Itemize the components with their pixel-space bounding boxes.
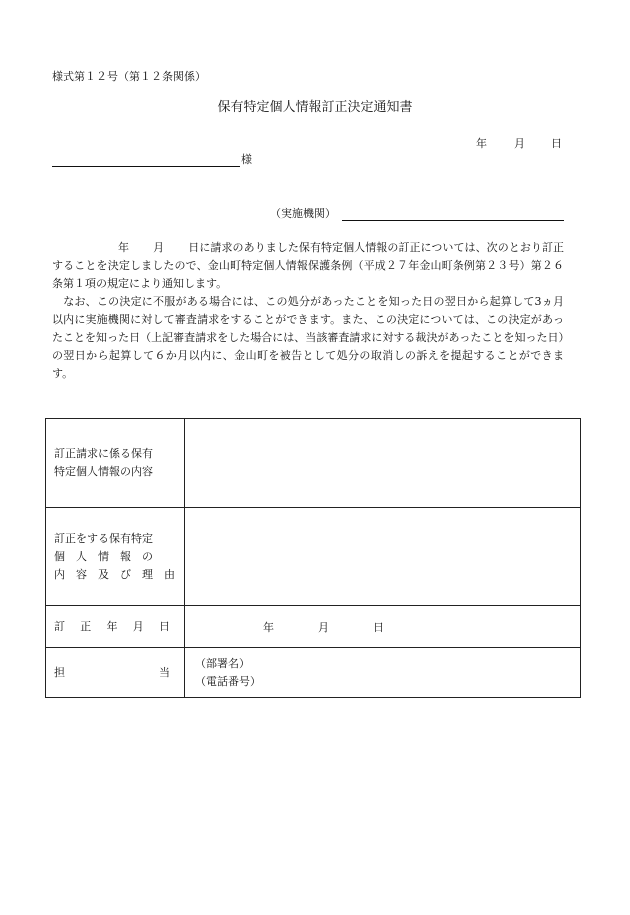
label-char: 正: [80, 620, 92, 633]
label-line: 訂正請求に係る保有: [54, 447, 153, 460]
label-char: 訂: [54, 620, 65, 633]
table-row: [46, 648, 581, 698]
label-char: 担: [54, 666, 65, 679]
label-line: 特定個人情報の内容: [54, 465, 153, 478]
department-name: （部署名）: [195, 656, 250, 670]
label-line: 個 人 情 報 の: [54, 549, 153, 563]
label-char: 年: [106, 620, 118, 633]
label-char: 月: [132, 620, 144, 633]
correction-date-month: 月: [318, 620, 329, 634]
table-row: [46, 419, 581, 508]
correction-date-label: [46, 606, 185, 648]
recipient: [52, 151, 252, 167]
header-date-day: 日: [551, 137, 562, 150]
correction-content-reason-label: [46, 508, 185, 606]
label-line: 訂正をする保有特定: [54, 531, 153, 545]
document-title: 保有特定個人情報訂正決定通知書: [217, 100, 413, 115]
table-row: [46, 606, 581, 648]
details-table: [45, 418, 581, 698]
agency-label: （実施機関）: [270, 207, 336, 220]
paragraph-1-text: 日に請求のありました保有特定個人情報の訂正については、次のとおり訂正することを決定しましたので、金山町特定個人情報保護条例（平成２７年金山町条例第２３号）第２６条第１項の規定により通知します。: [52, 241, 565, 290]
contact-person-label: [46, 648, 185, 698]
form-number: 様式第１２号（第１２条関係）: [52, 70, 206, 83]
recipient-suffix: 様: [241, 153, 252, 166]
agency-name-line[interactable]: [342, 207, 564, 221]
correction-request-content-label: [46, 419, 185, 508]
paragraph-1-year: 年: [118, 241, 130, 254]
label-line: 内 容 及 び 理 由: [54, 567, 175, 581]
agency: [270, 205, 564, 221]
header-date-month: 月: [514, 137, 525, 150]
correction-date-day: 日: [373, 620, 384, 634]
recipient-name-line[interactable]: [52, 153, 240, 167]
header-date-year: 年: [476, 137, 487, 150]
correction-request-content-field[interactable]: [185, 419, 581, 508]
paragraph-2-text: なお、この決定に不服がある場合には、この処分があったことを知った日の翌日から起算して3ヵ月以内に実施機関に対して審査請求をすることができます。また、この決定については、この決定があったことを知った日（上記審査請求をした場合には、当該審査請求に対する裁決があったことを知った日）の翌日から起算して６か月以内に、金山町を被告として処分の取消しの訴えを提起することができます。: [52, 295, 564, 380]
correction-date-field[interactable]: [185, 606, 581, 648]
notice-body: [52, 239, 564, 383]
contact-person-field[interactable]: [185, 648, 581, 698]
paragraph-1-month: 月: [153, 241, 165, 254]
correction-content-reason-field[interactable]: [185, 508, 581, 606]
table-row: [46, 508, 581, 606]
label-char: 日: [159, 620, 170, 633]
label-char: 当: [159, 666, 170, 679]
correction-date-year: 年: [263, 620, 274, 634]
phone-number: （電話番号）: [195, 674, 261, 688]
paragraph-1: [52, 239, 564, 293]
paragraph-2: [52, 293, 564, 383]
